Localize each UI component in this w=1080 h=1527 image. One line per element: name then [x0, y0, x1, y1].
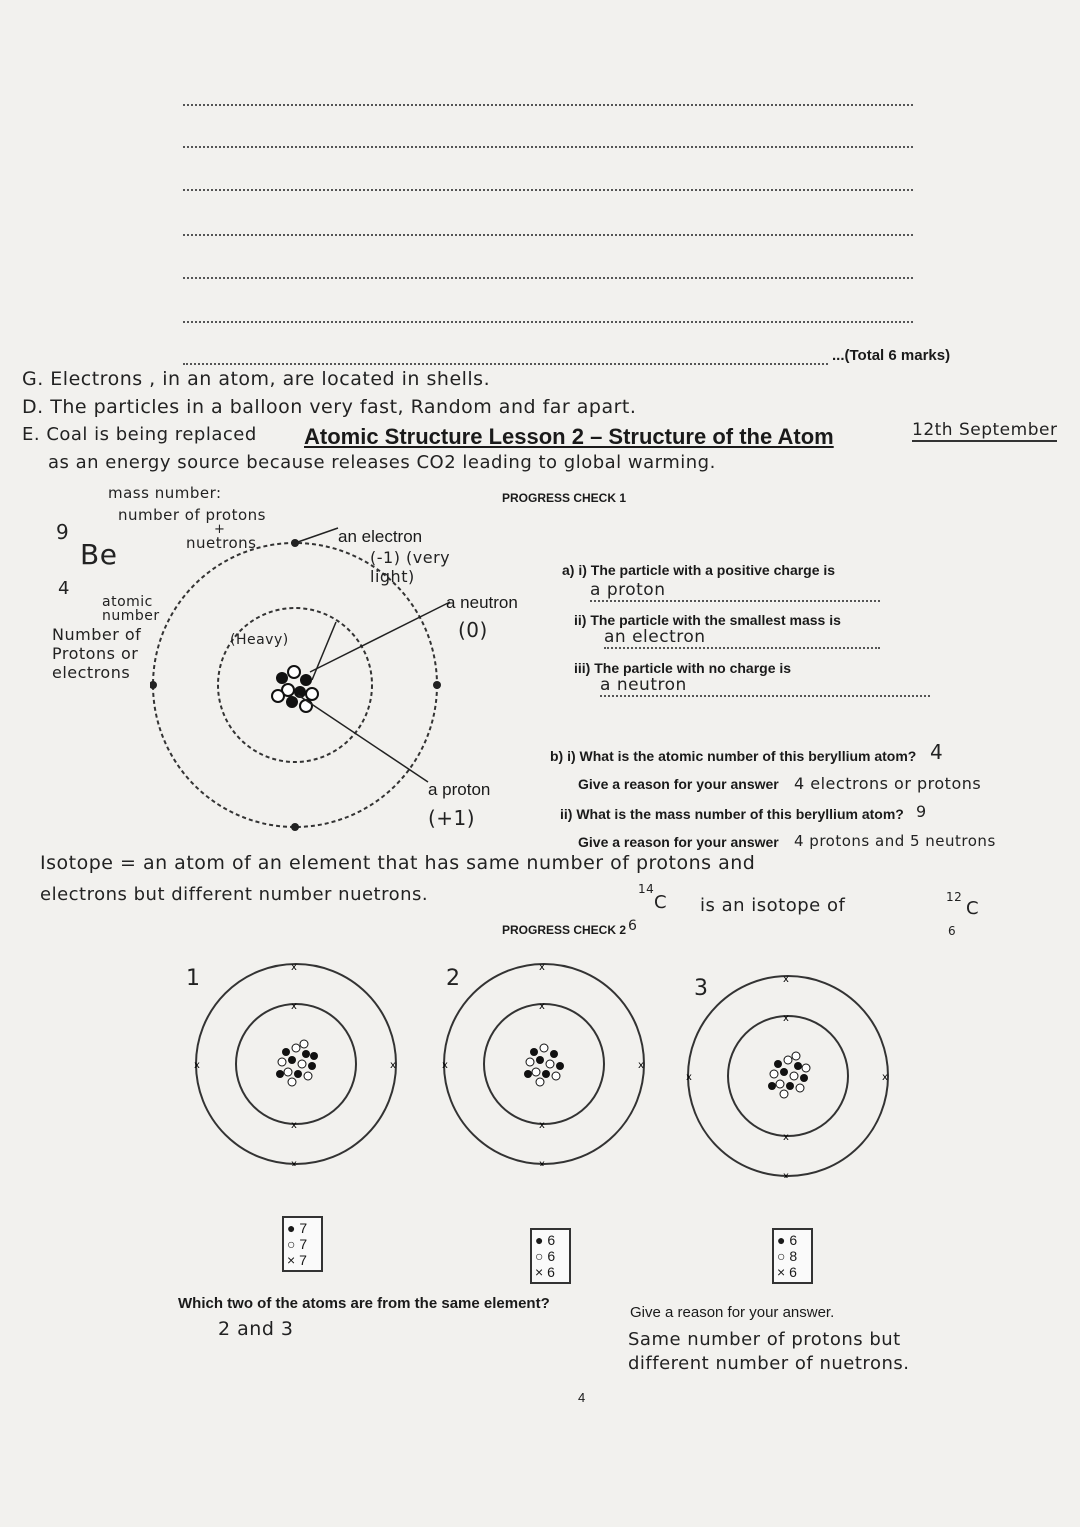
svg-text:x: x [539, 962, 545, 973]
date: 12th September [912, 420, 1058, 440]
note-number-protons: number of protons [118, 506, 266, 524]
lesson-title: Atomic Structure Lesson 2 – Structure of the Atom [304, 424, 834, 449]
note-atomic-number: atomic number [102, 594, 160, 624]
neutron-label: a neutron [446, 593, 518, 612]
c14-mass: 14 [638, 882, 655, 896]
atom-3-diagram [686, 974, 890, 1178]
note-e2: as an energy source because releases CO2 leading to global warming. [48, 452, 716, 473]
svg-text:x: x [783, 1013, 789, 1024]
svg-text:x: x [291, 1159, 297, 1166]
element-symbol: Be [80, 538, 118, 571]
c12-number: 6 [948, 924, 957, 938]
svg-text:x: x [882, 1072, 888, 1083]
progress-check-1-heading: PROGRESS CHECK 1 [502, 491, 627, 505]
answer-a-ii: an electron [604, 627, 880, 649]
atom-1-cross: 7 [299, 1252, 307, 1268]
svg-text:x: x [291, 962, 297, 973]
svg-text:x: x [291, 1001, 297, 1012]
progress-check-2-mark: 6 [628, 918, 638, 934]
question-a-i: a) i) The particle with a positive charge is [562, 562, 836, 578]
atom-1-number: 1 [186, 966, 201, 991]
isotope-line-1: Isotope = an atom of an element that has same number of protons and [40, 852, 756, 874]
svg-text:x: x [686, 1072, 692, 1083]
reason-question: Give a reason for your answer. [630, 1304, 835, 1321]
svg-text:x: x [291, 1120, 297, 1131]
atom-3-cross: 6 [789, 1264, 797, 1280]
reason-answer: Same number of protons but different number of nuetrons. [628, 1329, 910, 1374]
answer-b-ii: 9 [916, 802, 927, 821]
reason-label-2: Give a reason for your answer [578, 834, 779, 850]
svg-text:x: x [783, 1132, 789, 1143]
atom-1-filled: 7 [299, 1220, 308, 1236]
electron-label: an electron [338, 527, 423, 546]
atom-2-number: 2 [446, 966, 461, 991]
svg-text:x: x [539, 1159, 545, 1166]
atom-3-key: ● 6 ○ 8 × 6 [772, 1228, 813, 1284]
atom-1-diagram [194, 962, 398, 1166]
atom-2-cross: 6 [547, 1264, 555, 1280]
atom-3-open: 8 [789, 1248, 798, 1264]
note-neutrons: nuetrons [186, 534, 257, 552]
electron [433, 681, 441, 689]
isotope-line-2: electrons but different number nuetrons. [40, 884, 429, 905]
svg-text:x: x [442, 1060, 448, 1071]
note-mass-number: mass number: [108, 484, 222, 502]
nucleus [272, 666, 318, 712]
atom-3-filled: 6 [789, 1232, 798, 1248]
question-same-element: Which two of the atoms are from the same element? [178, 1295, 550, 1312]
svg-text:x: x [638, 1060, 644, 1071]
total-marks: ...(Total 6 marks) [832, 347, 951, 364]
svg-text:x: x [539, 1001, 545, 1012]
svg-text:x: x [390, 1060, 396, 1071]
atom-1-open: 7 [299, 1236, 308, 1252]
answer-a-iii: a neutron [600, 675, 930, 697]
svg-text:x: x [539, 1120, 545, 1131]
reason-label-1: Give a reason for your answer [578, 776, 779, 792]
c14-symbol: C [654, 892, 668, 913]
page-number: 4 [578, 1390, 586, 1405]
atom-2-open: 6 [547, 1248, 556, 1264]
svg-text:x: x [194, 1060, 200, 1071]
svg-text:x: x [783, 974, 789, 985]
atom-2-key: ● 6 ○ 6 × 6 [530, 1228, 571, 1284]
answer-a-i: a proton [590, 580, 880, 602]
heavy-label: (Heavy) [230, 632, 289, 648]
answer-same-element: 2 and 3 [218, 1318, 294, 1340]
c12-mass: 12 [946, 890, 963, 904]
atomic-number: 4 [58, 578, 70, 599]
electron [150, 681, 157, 689]
note-plus: + [214, 522, 226, 537]
note-d: D. The particles in a balloon very fast, Random and far apart. [22, 396, 637, 418]
proton-note: (+1) [428, 806, 476, 830]
question-a-iii: iii) The particle with no charge is [574, 660, 792, 676]
question-b-ii: ii) What is the mass number of this beryllium atom? [560, 806, 904, 822]
atom-3-number: 3 [694, 976, 709, 1001]
proton-label: a proton [428, 780, 491, 799]
atom-1-key: ● 7 ○ 7 × 7 [282, 1216, 323, 1272]
progress-check-2-heading: PROGRESS CHECK 2 [502, 923, 627, 937]
svg-text:x: x [783, 1171, 789, 1178]
c12-symbol: C [966, 898, 980, 919]
atom-2-filled: 6 [547, 1232, 556, 1248]
note-g: G. Electrons , in an atom, are located in shells. [22, 368, 491, 390]
answer-reason-2: 4 protons and 5 neutrons [794, 832, 996, 850]
neutron-note: (0) [458, 618, 488, 642]
electron [291, 823, 299, 831]
question-b-i: b) i) What is the atomic number of this beryllium atom? [550, 748, 917, 764]
note-number-protons-electrons: Number of Protons or electrons [52, 625, 142, 682]
atom-2-diagram [442, 962, 646, 1166]
answer-reason-1: 4 electrons or protons [794, 774, 982, 793]
isotope-example: is an isotope of [700, 895, 846, 916]
electron-note: (-1) (very light) [370, 548, 451, 586]
answer-b-i: 4 [930, 740, 944, 764]
mass-number: 9 [56, 520, 70, 544]
note-e1: E. Coal is being replaced [22, 424, 257, 445]
question-a-ii: ii) The particle with the smallest mass is [574, 612, 841, 628]
